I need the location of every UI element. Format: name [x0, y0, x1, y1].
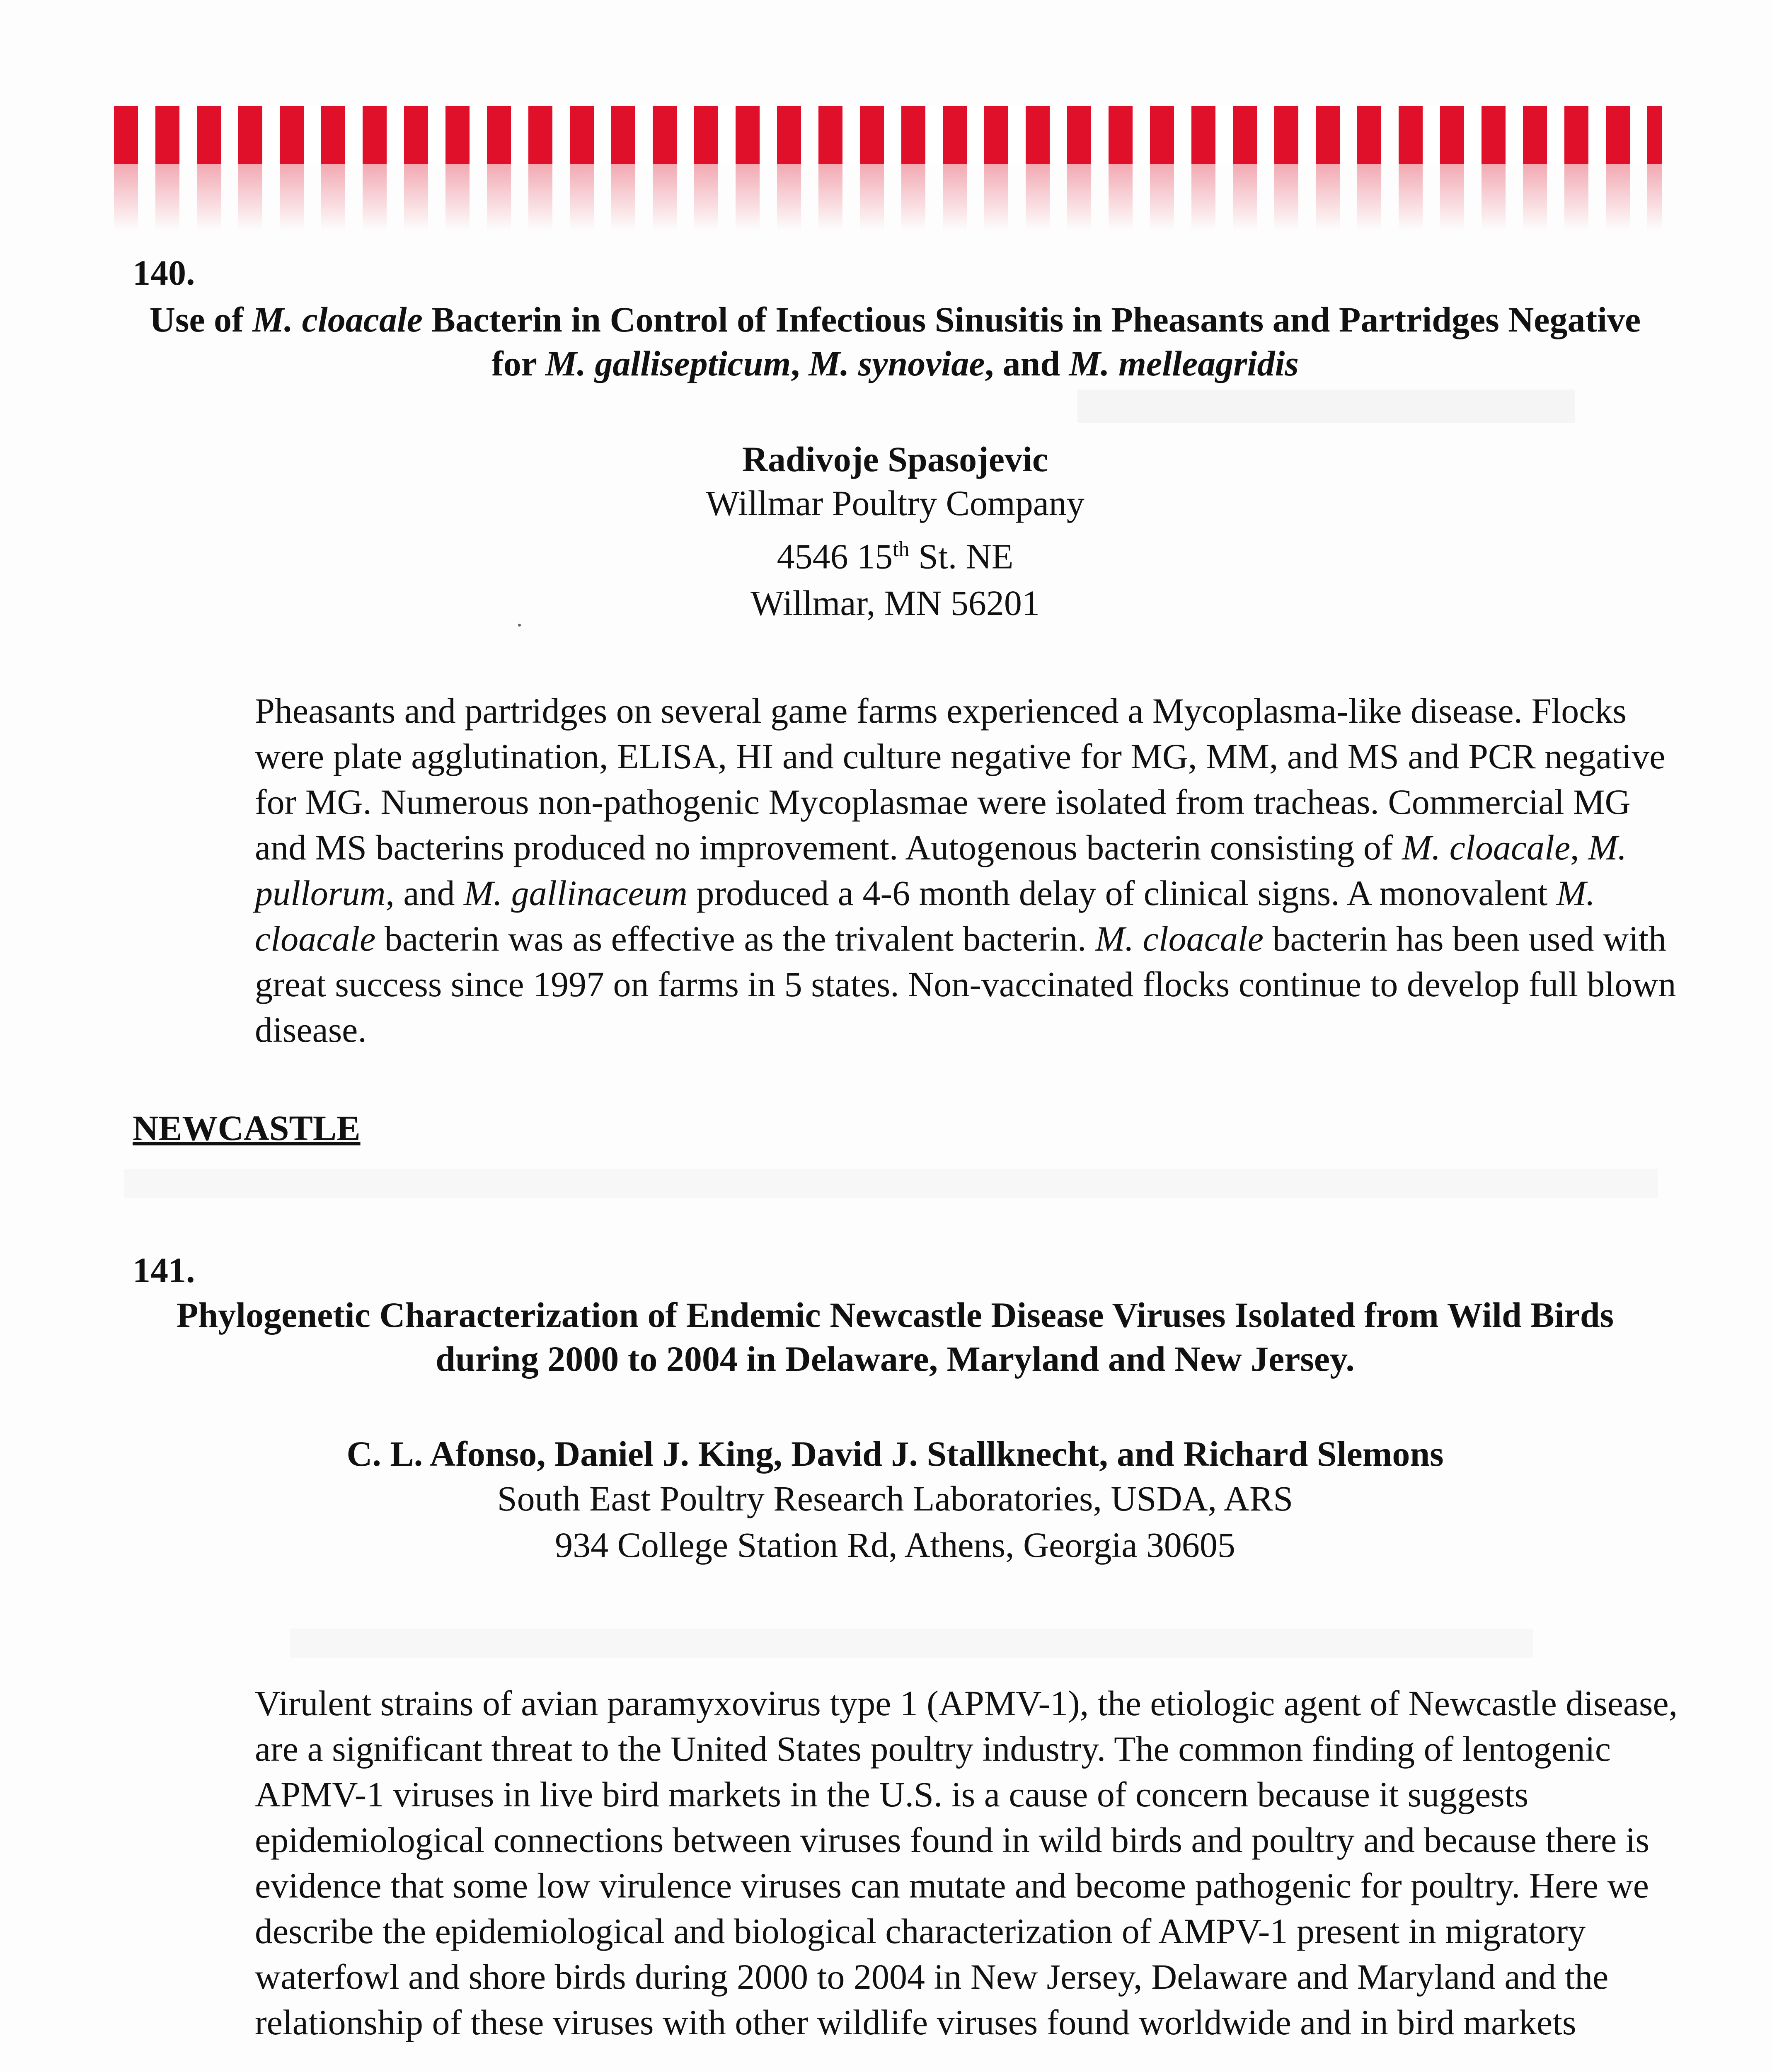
- body-text-run: , and: [385, 873, 464, 913]
- section-heading-newcastle: NEWCASTLE: [133, 1108, 361, 1148]
- abstract-141-paragraph: Virulent strains of avian paramyxovirus type 1 (APMV-1), the etiologic agent of Newcastle disease, are a significant threat to the United States poultry industry. The common finding of lentogenic APMV-1 viruses in live bird markets in the U.S. is a cause of concern because it suggests epidemiological connections between viruses found in wild birds and poultry and because there is evidence that some low virulence viruses can mutate and become pathogenic for poultry. Here we describe the epidemiological and biological characterization of AMPV-1 present in migratory waterfowl and shore birds during 2000 to 2004 in New Jersey, Delaware and Maryland and the relationship of these viruses with other wildlife viruses found worldwide and in bird markets: [255, 1683, 1678, 2042]
- abstract-140-title: [124, 298, 1666, 385]
- title-text-run: , and: [985, 344, 1069, 383]
- bleed-through-smudge: [1077, 390, 1575, 423]
- title-text-run: ,: [791, 344, 809, 383]
- decorative-stripe-banner: [114, 106, 1662, 230]
- title-text-run: M. gallisepticum: [545, 344, 791, 383]
- bleed-through-smudge: [290, 1629, 1533, 1658]
- body-text-run: M. pullorum: [255, 828, 1627, 913]
- scan-speck: [518, 624, 521, 627]
- body-text-run: M. cloacale: [1402, 828, 1571, 867]
- abstract-141-body: [133, 1680, 1682, 2045]
- body-text-run: M. gallinaceum: [464, 873, 687, 913]
- abstract-140-body: [133, 688, 1682, 1053]
- title-text-run: Bacterin in Control of Infectious Sinusitis in Pheasants and Partridges Negative for: [422, 300, 1641, 383]
- affiliation-city: Willmar, MN 56201: [750, 583, 1040, 623]
- title-text-run: M. synoviae: [809, 344, 985, 383]
- abstract-140-number: 140.: [133, 253, 195, 293]
- affiliation-organization: South East Poultry Research Laboratories, USDA, ARS: [497, 1479, 1293, 1518]
- abstract-140-paragraph: [133, 688, 1682, 1053]
- title-text-run: Use of: [149, 300, 253, 339]
- bleed-through-smudge: [124, 1169, 1658, 1198]
- body-text-run: Pheasants and partridges on several game farms experienced a Mycoplasma-like disease. Flocks were plate agglutination, ELISA, HI and culture negative for MG, MM, and MS and PCR negative for MG. Numerous non-pathogenic Mycoplasmae were isolated from tracheas. Commercial MG and MS bacterins produced no improvement. Autogenous bacterin consisting of: [255, 691, 1665, 867]
- body-text-run: M. cloacale: [1095, 919, 1264, 959]
- body-text-run: M. cloacale: [255, 873, 1595, 959]
- title-text-run: M. cloacale: [252, 300, 423, 339]
- affiliation-company: Willmar Poultry Company: [706, 483, 1085, 523]
- body-text-run: bacterin was as effective as the trivalent bacterin.: [375, 919, 1096, 959]
- abstract-141-authors: C. L. Afonso, Daniel J. King, David J. Stallknecht, and Richard Slemons: [346, 1434, 1444, 1474]
- affiliation-street: 4546 15th St. NE: [777, 536, 1014, 576]
- abstract-140-author: Radivoje Spasojevic: [742, 439, 1048, 479]
- abstract-141-number: 141.: [133, 1250, 195, 1290]
- body-text-run: bacterin has been used with great success since 1997 on farms in 5 states. Non-vaccinated flocks continue to develop full blown disease.: [255, 919, 1676, 1050]
- banner-stripes-reflection: [114, 164, 1662, 230]
- abstract-141-affiliation: [124, 1475, 1666, 1568]
- title-text-run: M. melleagridis: [1069, 344, 1299, 383]
- banner-stripes: [114, 106, 1662, 164]
- body-text-run: produced a 4-6 month delay of clinical signs. A monovalent: [687, 873, 1557, 913]
- abstract-140-affiliation: [124, 480, 1666, 626]
- abstract-141-title: Phylogenetic Characterization of Endemic Newcastle Disease Viruses Isolated from Wild Birds during 2000 to 2004 in Delaware, Maryland and New Jersey.: [176, 1295, 1614, 1379]
- affiliation-address: 934 College Station Rd, Athens, Georgia 30605: [555, 1525, 1235, 1565]
- body-text-run: ,: [1570, 828, 1588, 867]
